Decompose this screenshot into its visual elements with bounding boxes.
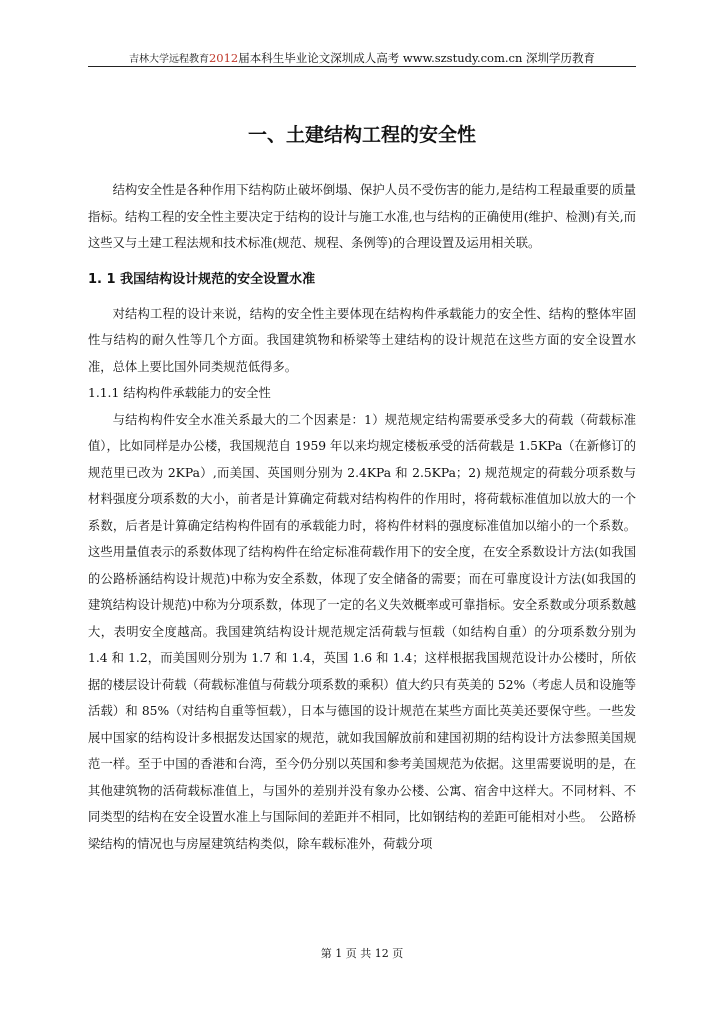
intro-paragraph: 结构安全性是各种作用下结构防止破坏倒塌、保护人员不受伤害的能力,是结构工程最重要的质量指标。结构工程的安全性主要决定于结构的设计与施工水准,也与结构的正确使用(维护、检测)有关,而这些又与土建工程法规和技术标准(规范、规程、条例等)的合理设置及运用相关联。 bbox=[88, 183, 636, 250]
header-text: 届本科生毕业论文深圳成人高考 www.szstudy.com.cn 深圳学历教育 bbox=[238, 51, 596, 65]
header-prefix: 吉林大学远程教育 bbox=[128, 54, 209, 65]
subsection-heading-1-1-1: 1.1.1 结构构件承载能力的安全性 bbox=[88, 386, 271, 400]
chapter-title: 一、土建结构工程的安全性 bbox=[247, 124, 476, 146]
subsection-1-1-1-paragraph: 与结构构件安全水准关系最大的二个因素是：1）规范规定结构需要承受多大的荷载（荷载标准值），比如同样是办公楼，我国规范自 1959 年以来均规定楼板承受的活荷载是 1.5KPa（在新修订的规范里已改为 2KPa）,而美国、英国则分别为 2.4KPa 和 2.5KPa；2) 规范规定的荷载分项系数与材料强度分项系数的大小，前者是计算确定荷载对结构构件的作用时，将荷载标准值加以放大的一个系数，后者是计算确定结构构件固有的承载能力时，将构件材料的强度标准值加以缩小的一个系数。这些用量值表示的系数体现了结构构件在给定标准荷载作用下的安全度，在安全系数设计方法(如我国的公路桥涵结构设计规范)中称为安全系数，体现了安全储备的需要；而在可靠度设计方法(如我国的建筑结构设计规范)中称为分项系数，体现了一定的名义失效概率或可靠指标。安全系数或分项系数越大，表明安全度越高。我国建筑结构设计规范规定活荷载与恒载（如结构自重）的分项系数分别为 1.4 和 1.2，而美国则分别为 1.7 和 1.4，英国 1.6 和 1.4；这样根据我国规范设计办公楼时，所依据的楼层设计荷载（荷载标准值与荷载分项系数的乘积）值大约只有英美的 52%（考虑人员和设施等活载）和 85%（对结构自重等恒载），日本与德国的设计规范在某些方面比英美还要保守些。一些发展中国家的结构设计多根据发达国家的规范，就如我国解放前和建国初期的结构设计方法参照美国规范一样。至于中国的香港和台湾，至今仍分别以英国和参考美国规范为依据。这里需要说明的是，在其他建筑物的活荷载标准值上，与国外的差别并没有象办公楼、公寓、宿舍中这样大。不同材料、不同类型的结构在安全设置水准上与国际间的差距并不相同，比如钢结构的差距可能相对小些。 公路桥梁结构的情况也与房屋建筑结构类似，除车载标准外，荷载分项 bbox=[88, 412, 636, 851]
section-heading-1-1: 1. 1 我国结构设计规范的安全设置水准 bbox=[88, 271, 316, 287]
header-divider bbox=[88, 66, 636, 67]
page-footer: 第 1 页 共 12 页 bbox=[320, 947, 404, 960]
header-year: 2012 bbox=[208, 51, 239, 65]
section-1-1-paragraph: 对结构工程的设计来说，结构的安全性主要体现在结构构件承载能力的安全性、结构的整体牢固性与结构的耐久性等几个方面。我国建筑物和桥梁等土建结构的设计规范在这些方面的安全设置水准，总体上要比国外同类规范低得多。 bbox=[88, 306, 636, 374]
document-body bbox=[88, 177, 636, 857]
page-header bbox=[88, 50, 636, 66]
